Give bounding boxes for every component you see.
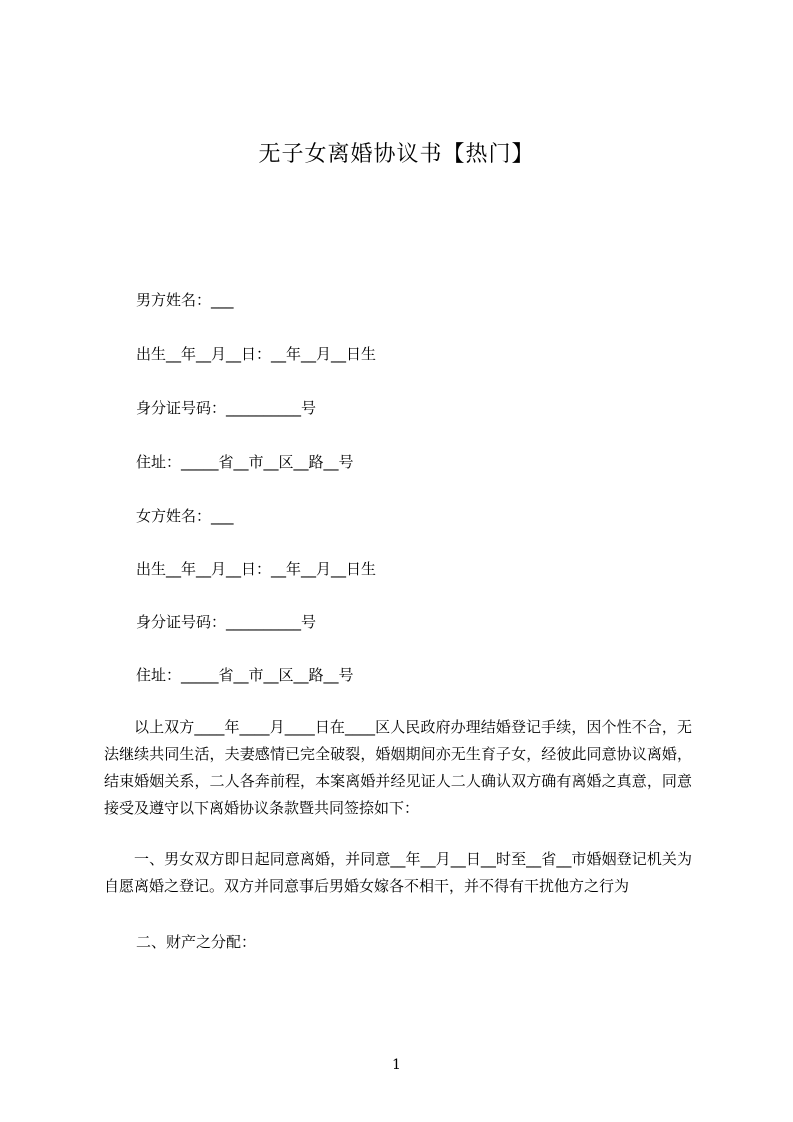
male-address-line: 住址：_____省__市__区__路__号 — [136, 453, 354, 471]
male-birth-line: 出生__年__月__日：__年__月__日生 — [136, 345, 377, 363]
female-address-line: 住址：_____省__市__区__路__号 — [136, 666, 354, 684]
document-title: 无子女离婚协议书【热门】 — [258, 142, 535, 167]
female-birth-line: 出生__年__月__日：__年__月__日生 — [136, 560, 377, 578]
clause-two-heading: 二、财产之分配： — [136, 933, 257, 951]
male-id-line: 身分证号码：__________号 — [136, 399, 317, 417]
female-id-line: 身分证号码：__________号 — [136, 613, 317, 631]
female-name-line: 女方姓名：___ — [136, 507, 234, 525]
page-number: 1 — [392, 1057, 401, 1073]
intro-paragraph: 以上双方____年____月____日在____区人民政府办理结婚登记手续，因个性不合，无法继续共同生活，夫妻感情已完全破裂，婚姻期间亦无生育子女，经彼此同意协议离婚，结束婚姻关系，二人各奔前程，本案离婚并经见证人二人确认双方确有离婚之真意，同意接受及遵守以下离婚协议条款暨共同签捺如下： — [104, 718, 692, 817]
clause-one-paragraph: 一、男女双方即日起同意离婚，并同意__年__月__日__时至__省__市婚姻登记机关为自愿离婚之登记。双方并同意事后男婚女嫁各不相干，并不得有干扰他方之行为 — [104, 850, 692, 895]
male-name-line: 男方姓名：___ — [136, 291, 234, 309]
